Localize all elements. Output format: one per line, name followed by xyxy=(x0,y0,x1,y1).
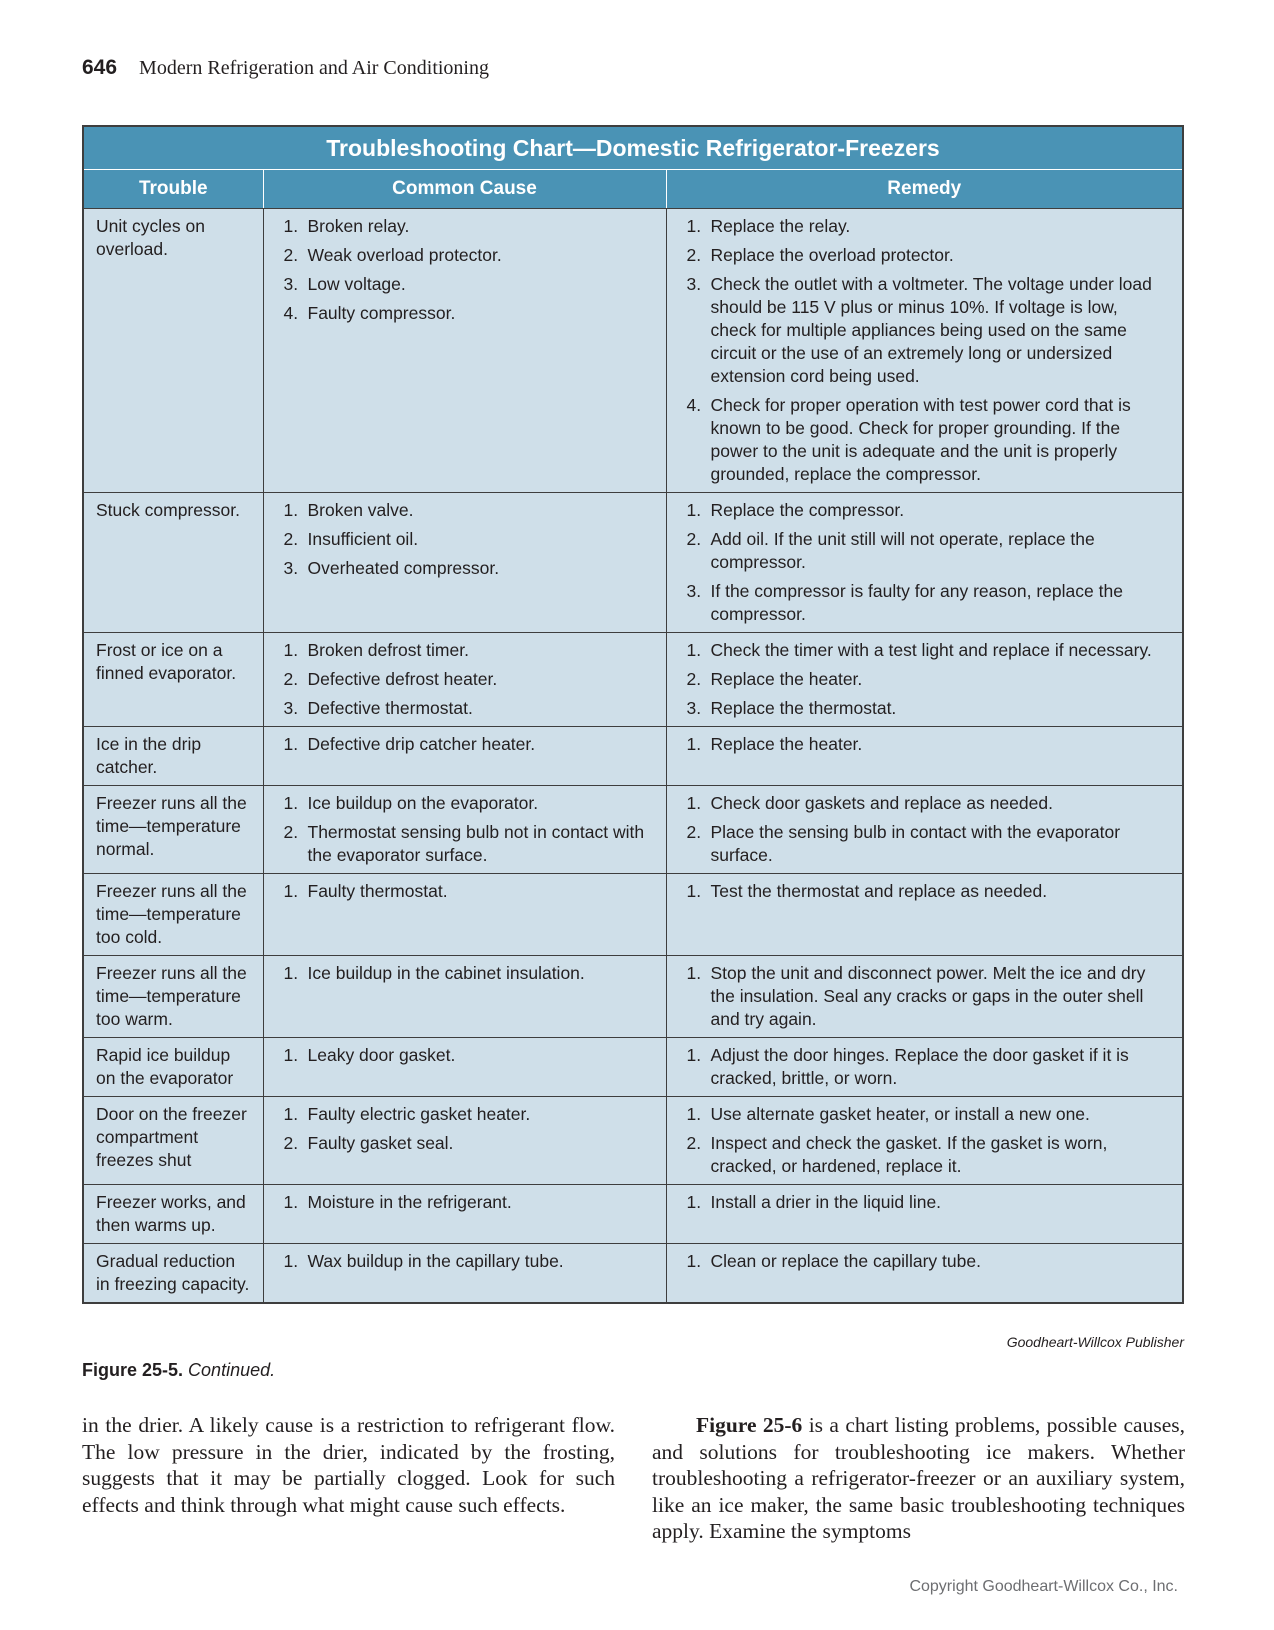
item-number: 3. xyxy=(686,581,702,601)
item-text: Moisture in the refrigerant. xyxy=(307,1192,512,1212)
cause-item xyxy=(284,302,656,325)
cause-item xyxy=(284,1250,656,1273)
remedy-cell xyxy=(666,209,1182,493)
item-text: Ice buildup in the cabinet insulation. xyxy=(307,963,585,983)
column-header-remedy: Remedy xyxy=(666,170,1182,209)
item-number: 1. xyxy=(686,1192,702,1212)
table-row xyxy=(84,956,1182,1038)
item-number: 2. xyxy=(283,529,299,549)
item-text: Thermostat sensing bulb not in contact with the evaporator surface. xyxy=(307,822,645,865)
item-text: Low voltage. xyxy=(307,274,406,294)
image-credit: Goodheart-Willcox Publisher xyxy=(1006,1334,1184,1350)
item-text: Test the thermostat and replace as needed. xyxy=(710,881,1048,901)
remedy-item xyxy=(687,394,1167,486)
trouble-cell: Rapid ice buildup on the evaporator xyxy=(84,1038,263,1097)
remedy-item xyxy=(687,639,1167,662)
cause-item xyxy=(284,697,656,720)
cause-item xyxy=(284,557,656,580)
body-text-right-column xyxy=(652,1412,1185,1545)
remedy-item xyxy=(687,697,1167,720)
item-number: 2. xyxy=(283,669,299,689)
item-number: 1. xyxy=(283,963,299,983)
trouble-cell: Freezer runs all the time—temperature normal. xyxy=(84,786,263,874)
item-number: 1. xyxy=(686,793,702,813)
item-number: 2. xyxy=(686,245,702,265)
item-text: Broken defrost timer. xyxy=(307,640,469,660)
item-number: 3. xyxy=(283,274,299,294)
trouble-cell: Door on the freezer compartment freezes shut xyxy=(84,1097,263,1185)
item-number: 1. xyxy=(283,793,299,813)
item-number: 2. xyxy=(283,822,299,842)
item-number: 1. xyxy=(283,1104,299,1124)
trouble-cell: Freezer runs all the time—temperature too cold. xyxy=(84,874,263,956)
table-row xyxy=(84,493,1182,633)
book-title: Modern Refrigeration and Air Conditioning xyxy=(139,57,489,79)
remedy-cell xyxy=(666,1038,1182,1097)
item-text: Replace the overload protector. xyxy=(710,245,954,265)
table-header-row xyxy=(84,170,1182,209)
item-text: Weak overload protector. xyxy=(307,245,502,265)
remedy-item xyxy=(687,580,1167,626)
item-number: 2. xyxy=(283,245,299,265)
trouble-cell: Unit cycles on overload. xyxy=(84,209,263,493)
trouble-cell: Stuck compressor. xyxy=(84,493,263,633)
remedy-cell xyxy=(666,1244,1182,1303)
item-number: 1. xyxy=(283,881,299,901)
cause-cell xyxy=(263,1097,666,1185)
cause-cell xyxy=(263,633,666,727)
figure-caption-text: Continued. xyxy=(188,1360,276,1380)
item-number: 1. xyxy=(686,881,702,901)
cause-item xyxy=(284,1044,656,1067)
remedy-item xyxy=(687,1250,1167,1273)
table-row xyxy=(84,209,1182,493)
cause-item xyxy=(284,792,656,815)
cause-cell xyxy=(263,956,666,1038)
item-text: Ice buildup on the evaporator. xyxy=(307,793,539,813)
table-row xyxy=(84,1038,1182,1097)
item-text: Check door gaskets and replace as needed. xyxy=(710,793,1053,813)
remedy-item xyxy=(687,792,1167,815)
table-row xyxy=(84,633,1182,727)
remedy-cell xyxy=(666,493,1182,633)
item-text: Replace the heater. xyxy=(710,734,863,754)
figure-caption xyxy=(82,1360,275,1381)
item-number: 4. xyxy=(686,395,702,415)
cause-item xyxy=(284,668,656,691)
table-row xyxy=(84,1185,1182,1244)
remedy-item xyxy=(687,1103,1167,1126)
cause-cell xyxy=(263,874,666,956)
item-number: 1. xyxy=(686,640,702,660)
item-text: Replace the heater. xyxy=(710,669,863,689)
item-text: Use alternate gasket heater, or install a new one. xyxy=(710,1104,1090,1124)
remedy-item xyxy=(687,1044,1167,1090)
item-number: 4. xyxy=(283,303,299,323)
item-number: 1. xyxy=(686,1104,702,1124)
item-text: Defective drip catcher heater. xyxy=(307,734,536,754)
table-row xyxy=(84,1244,1182,1303)
remedy-cell xyxy=(666,874,1182,956)
item-number: 2. xyxy=(283,1133,299,1153)
remedy-item xyxy=(687,499,1167,522)
running-head xyxy=(82,56,489,80)
cause-item xyxy=(284,215,656,238)
item-number: 1. xyxy=(686,963,702,983)
cause-cell xyxy=(263,727,666,786)
item-text: Broken valve. xyxy=(307,500,414,520)
item-text: Faulty gasket seal. xyxy=(307,1133,454,1153)
cause-item xyxy=(284,1103,656,1126)
item-text: Stop the unit and disconnect power. Melt the ice and dry the insulation. Seal any cracks or gaps in the outer shell and try again. xyxy=(710,963,1146,1029)
cause-cell xyxy=(263,1244,666,1303)
column-header-common-cause: Common Cause xyxy=(263,170,666,209)
cause-item xyxy=(284,528,656,551)
item-text: Adjust the door hinges. Replace the door gasket if it is cracked, brittle, or worn. xyxy=(710,1045,1129,1088)
item-text: Replace the thermostat. xyxy=(710,698,897,718)
table-row xyxy=(84,786,1182,874)
cause-item xyxy=(284,821,656,867)
item-number: 1. xyxy=(686,734,702,754)
item-text: Check the outlet with a voltmeter. The voltage under load should be 115 V plus or minus 10%. If voltage is low, check for multiple appliances being used on the same circuit or the use of an extremely long or undersized extension cord being used. xyxy=(710,274,1152,386)
remedy-item xyxy=(687,733,1167,756)
item-number: 1. xyxy=(283,216,299,236)
remedy-item xyxy=(687,215,1167,238)
cause-item xyxy=(284,273,656,296)
cause-cell xyxy=(263,1038,666,1097)
remedy-item xyxy=(687,528,1167,574)
remedy-cell xyxy=(666,633,1182,727)
item-number: 1. xyxy=(283,734,299,754)
trouble-cell: Gradual reduction in freezing capacity. xyxy=(84,1244,263,1303)
item-number: 1. xyxy=(283,500,299,520)
item-text: Broken relay. xyxy=(307,216,410,236)
item-text: Replace the relay. xyxy=(710,216,851,236)
copyright-notice: Copyright Goodheart-Willcox Co., Inc. xyxy=(909,1578,1178,1595)
table-row xyxy=(84,874,1182,956)
table-body xyxy=(84,209,1182,1303)
item-text: Faulty electric gasket heater. xyxy=(307,1104,531,1124)
column-header-trouble: Trouble xyxy=(84,170,263,209)
cause-cell xyxy=(263,493,666,633)
item-number: 1. xyxy=(283,1192,299,1212)
remedy-item xyxy=(687,880,1167,903)
item-text: Clean or replace the capillary tube. xyxy=(710,1251,981,1271)
remedy-item xyxy=(687,962,1167,1031)
remedy-cell xyxy=(666,786,1182,874)
item-text: If the compressor is faulty for any reason, replace the compressor. xyxy=(710,581,1123,624)
remedy-cell xyxy=(666,956,1182,1038)
item-number: 3. xyxy=(283,558,299,578)
item-text: Replace the compressor. xyxy=(710,500,905,520)
item-text: Add oil. If the unit still will not operate, replace the compressor. xyxy=(710,529,1095,572)
remedy-cell xyxy=(666,1097,1182,1185)
table-row xyxy=(84,1097,1182,1185)
remedy-item xyxy=(687,273,1167,388)
item-number: 2. xyxy=(686,1133,702,1153)
trouble-cell: Frost or ice on a finned evaporator. xyxy=(84,633,263,727)
item-text: Check the timer with a test light and replace if necessary. xyxy=(710,640,1152,660)
item-text: Defective defrost heater. xyxy=(307,669,498,689)
item-text: Place the sensing bulb in contact with the evaporator surface. xyxy=(710,822,1121,865)
trouble-cell: Ice in the drip catcher. xyxy=(84,727,263,786)
item-number: 1. xyxy=(686,1251,702,1271)
figure-label: Figure 25-5. xyxy=(82,1360,184,1380)
troubleshooting-chart xyxy=(82,125,1184,1304)
item-text: Overheated compressor. xyxy=(307,558,500,578)
item-text: Inspect and check the gasket. If the gasket is worn, cracked, or hardened, replace it. xyxy=(710,1133,1108,1176)
remedy-item xyxy=(687,668,1167,691)
body-text-right-rest: is a chart listing problems, possible causes, and solutions for troubleshooting ice makers. Whether troubleshooting a refrigerator-freezer or an auxiliary system, like an ice maker, the same basic troubleshooting techniques apply. Examine the symptoms xyxy=(652,1413,1185,1543)
item-number: 1. xyxy=(686,216,702,236)
table-row xyxy=(84,727,1182,786)
item-text: Defective thermostat. xyxy=(307,698,473,718)
cause-cell xyxy=(263,786,666,874)
item-number: 2. xyxy=(686,529,702,549)
remedy-cell xyxy=(666,1185,1182,1244)
item-text: Faulty thermostat. xyxy=(307,881,448,901)
item-text: Wax buildup in the capillary tube. xyxy=(307,1251,564,1271)
cause-item xyxy=(284,1191,656,1214)
item-number: 2. xyxy=(686,822,702,842)
cause-item xyxy=(284,499,656,522)
item-text: Install a drier in the liquid line. xyxy=(710,1192,942,1212)
cause-item xyxy=(284,880,656,903)
remedy-item xyxy=(687,821,1167,867)
figure-reference: Figure 25-6 xyxy=(696,1413,803,1437)
item-number: 2. xyxy=(686,669,702,689)
item-text: Leaky door gasket. xyxy=(307,1045,456,1065)
item-number: 1. xyxy=(283,1251,299,1271)
cause-item xyxy=(284,962,656,985)
item-number: 1. xyxy=(283,640,299,660)
item-number: 1. xyxy=(686,1045,702,1065)
cause-item xyxy=(284,733,656,756)
item-number: 3. xyxy=(686,274,702,294)
remedy-cell xyxy=(666,727,1182,786)
cause-cell xyxy=(263,209,666,493)
remedy-item xyxy=(687,244,1167,267)
body-text-left-column: in the drier. A likely cause is a restriction to refrigerant flow. The low pressure in the drier, indicated by the frosting, suggests that it may be partially clogged. Look for such effects and think through what might cause such effects. xyxy=(82,1413,615,1517)
troubleshooting-table xyxy=(84,170,1182,1302)
item-text: Insufficient oil. xyxy=(307,529,419,549)
trouble-cell: Freezer runs all the time—temperature too warm. xyxy=(84,956,263,1038)
cause-item xyxy=(284,1132,656,1155)
page-number: 646 xyxy=(82,56,118,79)
item-number: 1. xyxy=(686,500,702,520)
remedy-item xyxy=(687,1191,1167,1214)
cause-item xyxy=(284,244,656,267)
item-number: 3. xyxy=(686,698,702,718)
chart-title: Troubleshooting Chart—Domestic Refrigerator-Freezers xyxy=(84,127,1182,170)
remedy-item xyxy=(687,1132,1167,1178)
cause-cell xyxy=(263,1185,666,1244)
cause-item xyxy=(284,639,656,662)
item-text: Faulty compressor. xyxy=(307,303,456,323)
item-text: Check for proper operation with test power cord that is known to be good. Check for proper grounding. If the power to the unit is adequate and the unit is properly grounded, replace the compressor. xyxy=(710,395,1131,484)
item-number: 3. xyxy=(283,698,299,718)
item-number: 1. xyxy=(283,1045,299,1065)
trouble-cell: Freezer works, and then warms up. xyxy=(84,1185,263,1244)
